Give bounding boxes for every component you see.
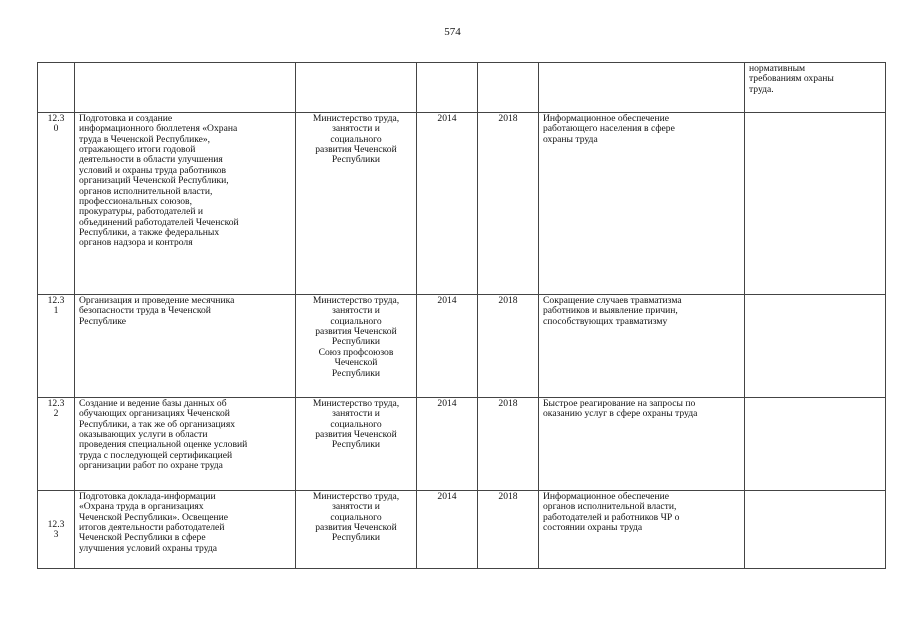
page-number: 574 [444,26,461,38]
cell-result: Информационное обеспечение органов исполнительной власти, работодателей и работников ЧР о состоянии охраны труда [539,491,745,569]
cell-title: Подготовка и создание информационного бюллетеня «Охрана труда в Чеченской Республике», отражающего итоги годовой деятельности в области улучшения условий и охраны труда работников организаций Чеченской Республики, органов исполнительной власти, профессиональных союзов, прокуратуры, работодателей и объединений работодателей Чеченской Республики, а также федеральных органов надзора и контроля [75,113,296,295]
cell-start-year: 2014 [417,398,478,491]
cell-number [38,63,75,113]
cell-note [745,113,886,295]
cell-end-year: 2018 [478,491,539,569]
cell-end-year [478,63,539,113]
cell-executor: Министерство труда, занятости и социального развития Чеченской Республики [296,398,417,491]
cell-title [75,63,296,113]
cell-start-year [417,63,478,113]
cell-result: Быстрое реагирование на запросы по оказанию услуг в сфере охраны труда [539,398,745,491]
cell-result [539,63,745,113]
cell-executor: Министерство труда, занятости и социального развития Чеченской Республики [296,113,417,295]
cell-start-year: 2014 [417,113,478,295]
cell-executor: Министерство труда, занятости и социального развития Чеченской Республики Союз профсоюзов Чеченской Республики [296,295,417,398]
table-row [38,491,886,569]
cell-executor: Министерство труда, занятости и социального развития Чеченской Республики [296,491,417,569]
cell-result: Информационное обеспечение работающего населения в сфере охраны труда [539,113,745,295]
measures-table [37,62,886,569]
cell-start-year: 2014 [417,295,478,398]
cell-note [745,295,886,398]
cell-executor [296,63,417,113]
cell-title: Организация и проведение месячника безопасности труда в Чеченской Республике [75,295,296,398]
table-row [38,398,886,491]
cell-end-year: 2018 [478,295,539,398]
cell-number: 12.3 1 [38,295,75,398]
cell-note [745,491,886,569]
cell-number: 12.3 2 [38,398,75,491]
table-row [38,295,886,398]
cell-note [745,398,886,491]
cell-title: Создание и ведение базы данных об обучающих организациях Чеченской Республики, а так же об организациях оказывающих услуги в области проведения специальной оценке условий труда с последующей сертификацией организации работ по охране труда [75,398,296,491]
table-row [38,63,886,113]
cell-end-year: 2018 [478,113,539,295]
cell-note: нормативным требованиям охраны труда. [745,63,886,113]
cell-title: Подготовка доклада-информации «Охрана труда в организациях Чеченской Республики». Освещение итогов деятельности работодателей Чеченской Республики в сфере улучшения условий охраны труда [75,491,296,569]
table-row [38,113,886,295]
cell-end-year: 2018 [478,398,539,491]
cell-start-year: 2014 [417,491,478,569]
cell-number: 12.3 0 [38,113,75,295]
cell-result: Сокращение случаев травматизма работников и выявление причин, способствующих травматизму [539,295,745,398]
cell-number: 12.3 3 [38,491,75,569]
